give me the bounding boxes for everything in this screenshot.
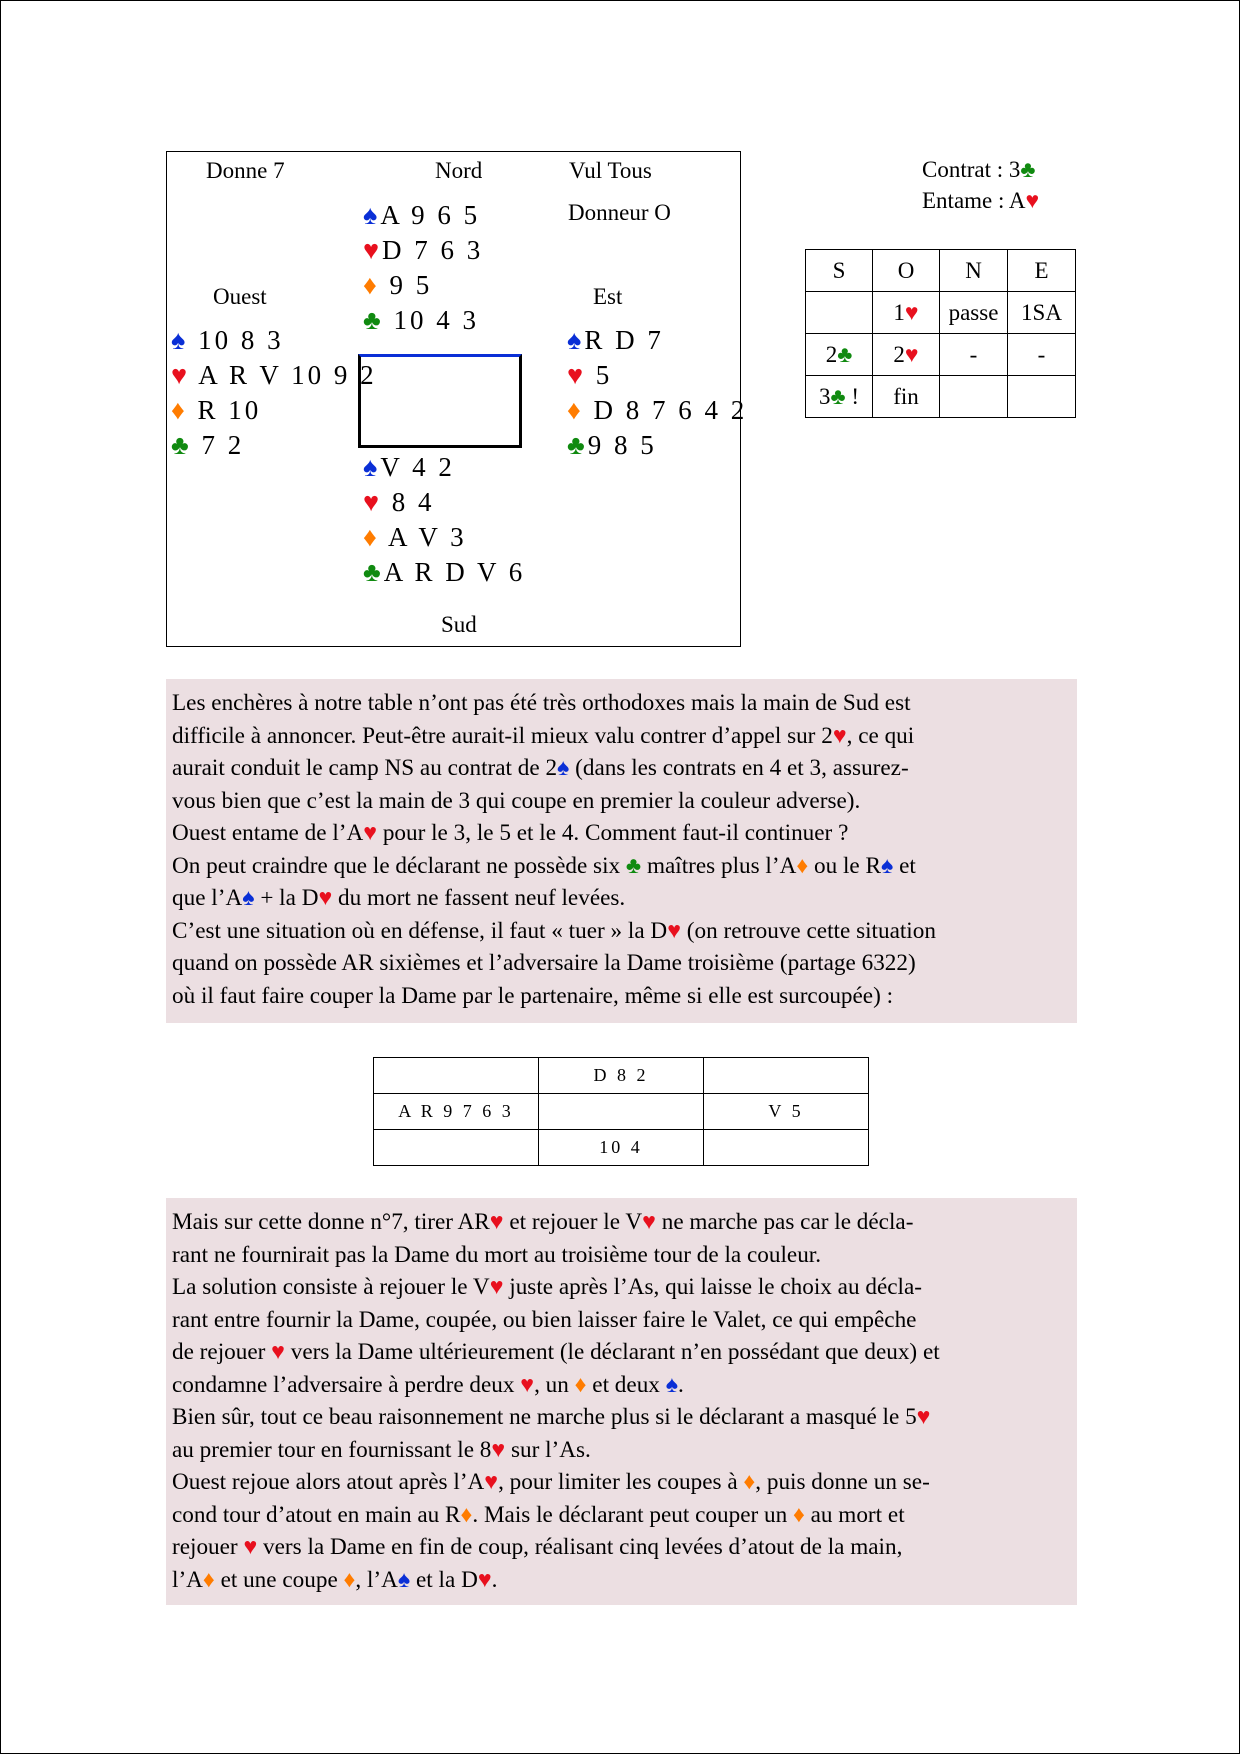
- bid-cell: [806, 292, 873, 334]
- spade-icon: ♠: [363, 452, 381, 482]
- diamond-icon: ♦: [202, 1566, 215, 1593]
- east-spades: ♠R D 7: [567, 325, 664, 355]
- bidding-header: S: [806, 250, 873, 292]
- heart-icon: ♥: [363, 487, 383, 517]
- south-spades: ♠V 4 2: [363, 452, 455, 482]
- south-hearts: ♥ 8 4: [363, 487, 435, 517]
- north-diamonds: ♦ 9 5: [363, 270, 433, 300]
- bidding-row: [806, 292, 1076, 334]
- east-hearts: ♥ 5: [567, 360, 613, 390]
- club-icon: ♣: [830, 383, 846, 409]
- north-spades: ♠A 9 6 5: [363, 200, 481, 230]
- club-icon: ♣: [171, 430, 192, 460]
- opening-lead: Entame : A♥: [922, 188, 1040, 213]
- west-label: Ouest: [213, 284, 267, 309]
- paragraph-line: que l’A♠ + la D♥ du mort ne fassent neuf levées.: [172, 885, 626, 911]
- east-clubs: ♣9 8 5: [567, 430, 657, 460]
- heart-icon: ♥: [832, 722, 847, 749]
- paragraph-line: rejouer ♥ vers la Dame en fin de coup, réalisant cinq levées d’atout de la main,: [172, 1534, 903, 1560]
- bidding-row: [806, 334, 1076, 376]
- bidding-header: O: [873, 250, 940, 292]
- north-clubs: ♣ 10 4 3: [363, 305, 479, 335]
- bid-cell: 2♣: [806, 334, 873, 376]
- dist-south: 10 4: [539, 1130, 704, 1166]
- paragraph-line: au premier tour en fournissant le 8♥ sur l’As.: [172, 1436, 591, 1463]
- heart-icon: ♥: [667, 917, 681, 944]
- south-diamonds: ♦ A V 3: [363, 522, 467, 552]
- bid-cell: 1SA: [1008, 292, 1076, 334]
- heart-icon: ♥: [1025, 188, 1040, 213]
- diamond-icon: ♦: [363, 270, 380, 300]
- bidding-table: [805, 249, 1076, 418]
- heart-icon: ♥: [567, 360, 587, 390]
- distribution-table: [373, 1057, 869, 1166]
- diamond-icon: ♦: [460, 1501, 473, 1528]
- diamond-icon: ♦: [743, 1469, 756, 1495]
- west-hearts: ♥ A R V 10 9 2: [171, 360, 377, 390]
- dist-cell: [374, 1058, 539, 1094]
- paragraph-line: Ouest entame de l’A♥ pour le 3, le 5 et le 4. Comment faut-il continuer ?: [172, 820, 849, 846]
- east-label: Est: [593, 284, 623, 309]
- heart-icon: ♥: [642, 1209, 656, 1235]
- bid-cell: fin: [873, 376, 940, 418]
- dist-west: A R 9 7 6 3: [374, 1094, 539, 1130]
- dist-north: D 8 2: [539, 1058, 704, 1094]
- club-icon: ♣: [837, 341, 853, 367]
- heart-icon: ♥: [489, 1209, 504, 1235]
- paragraph-line: rant ne fournirait pas la Dame du mort au troisième tour de la couleur.: [172, 1241, 822, 1268]
- spade-icon: ♠: [171, 325, 189, 355]
- paragraph-line: Les enchères à notre table n’ont pas été très orthodoxes mais la main de Sud est: [172, 690, 911, 716]
- diamond-icon: ♦: [567, 395, 584, 425]
- club-icon: ♣: [567, 430, 588, 460]
- bid-cell: 2♥: [873, 334, 940, 376]
- deal-diagram: [166, 151, 748, 647]
- paragraph-line: de rejouer ♥ vers la Dame ultérieurement (le déclarant n’en possédant que deux) et: [172, 1339, 940, 1365]
- east-diamonds: ♦ D 8 7 6 4 2: [567, 395, 748, 425]
- heart-icon: ♥: [363, 820, 378, 846]
- paragraph-line: Ouest rejoue alors atout après l’A♥, pour limiter les coupes à ♦, puis donne un se-: [172, 1469, 930, 1495]
- paragraph-line: rant entre fournir la Dame, coupée, ou bien laisser faire le Valet, ce qui empêche: [172, 1306, 917, 1333]
- bid-cell: 3♣ !: [806, 376, 873, 418]
- paragraph-line: condamne l’adversaire à perdre deux ♥, un ♦ et deux ♠.: [172, 1371, 684, 1398]
- paragraph-line: quand on possède AR sixièmes et l’adversaire la Dame troisième (partage 6322): [172, 950, 916, 976]
- diamond-icon: ♦: [343, 1566, 356, 1593]
- south-label: Sud: [441, 612, 477, 637]
- paragraph-line: vous bien que c’est la main de 3 qui coupe en premier la couleur adverse).: [172, 787, 861, 814]
- paragraph-line: l’A♦ et une coupe ♦, l’A♠ et la D♥.: [172, 1566, 498, 1593]
- bidding-header: E: [1008, 250, 1076, 292]
- heart-icon: ♥: [477, 1566, 492, 1593]
- spade-icon: ♠: [567, 325, 585, 355]
- spade-icon: ♠: [363, 200, 381, 230]
- north-hearts: ♥D 7 6 3: [363, 235, 484, 265]
- bid-cell: [1008, 376, 1076, 418]
- bidding-header: N: [940, 250, 1008, 292]
- bid-cell: passe: [940, 292, 1008, 334]
- club-icon: ♣: [625, 852, 642, 879]
- bidding-header-row: [806, 250, 1076, 292]
- heart-icon: ♥: [171, 360, 191, 390]
- heart-icon: ♥: [904, 299, 919, 325]
- paragraph-line: Bien sûr, tout ce beau raisonnement ne marche plus si le déclarant a masqué le 5♥: [172, 1404, 931, 1430]
- heart-icon: ♥: [271, 1339, 285, 1365]
- bid-cell: 1♥: [873, 292, 940, 334]
- north-label: Nord: [435, 158, 483, 183]
- diamond-icon: ♦: [363, 522, 380, 552]
- heart-icon: ♥: [243, 1534, 258, 1560]
- commentary-block-1: [166, 679, 1077, 1023]
- contract: Contrat : 3♣: [922, 157, 1036, 182]
- bid-cell: [940, 376, 1008, 418]
- diamond-icon: ♦: [574, 1371, 587, 1398]
- paragraph-line: C’est une situation où en défense, il faut « tuer » la D♥ (on retrouve cette situation: [172, 917, 936, 944]
- club-icon: ♣: [363, 305, 384, 335]
- club-icon: ♣: [1020, 157, 1036, 182]
- paragraph-line: aurait conduit le camp NS au contrat de 2♠ (dans les contrats en 4 et 3, assurez-: [172, 755, 909, 781]
- spade-icon: ♠: [557, 755, 570, 781]
- dist-cell: [704, 1058, 869, 1094]
- spade-icon: ♠: [242, 885, 255, 911]
- spade-icon: ♠: [880, 852, 894, 879]
- card-table: [358, 354, 522, 448]
- west-clubs: ♣ 7 2: [171, 430, 245, 460]
- heart-icon: ♥: [916, 1404, 931, 1430]
- club-icon: ♣: [363, 557, 384, 587]
- dist-east: V 5: [704, 1094, 869, 1130]
- bidding-row: [806, 376, 1076, 418]
- paragraph-line: Mais sur cette donne n°7, tirer AR♥ et rejouer le V♥ ne marche pas car le décla-: [172, 1209, 914, 1235]
- dist-cell: [704, 1130, 869, 1166]
- south-clubs: ♣A R D V 6: [363, 557, 526, 587]
- dist-cell: [374, 1130, 539, 1166]
- paragraph-line: La solution consiste à rejouer le V♥ juste après l’As, qui laisse le choix au décla-: [172, 1274, 922, 1300]
- bid-cell: -: [1008, 334, 1076, 376]
- dealer: Donneur O: [568, 200, 671, 225]
- heart-icon: ♥: [904, 341, 919, 367]
- commentary-block-2: [166, 1198, 1077, 1605]
- spade-icon: ♠: [397, 1566, 411, 1593]
- paragraph-line: difficile à annoncer. Peut-être aurait-il mieux valu contrer d’appel sur 2♥, ce qui: [172, 722, 915, 749]
- heart-icon: ♥: [489, 1274, 504, 1300]
- paragraph-line: où il faut faire couper la Dame par le partenaire, même si elle est surcoupée) :: [172, 982, 894, 1009]
- paragraph-line: On peut craindre que le déclarant ne possède six ♣ maîtres plus l’A♦ ou le R♠ et: [172, 852, 916, 879]
- paragraph-line: cond tour d’atout en main au R♦. Mais le déclarant peut couper un ♦ au mort et: [172, 1501, 905, 1528]
- diamond-icon: ♦: [796, 852, 809, 879]
- diamond-icon: ♦: [792, 1501, 805, 1528]
- diamond-icon: ♦: [171, 395, 188, 425]
- heart-icon: ♥: [318, 885, 333, 911]
- spade-icon: ♠: [665, 1371, 679, 1398]
- heart-icon: ♥: [520, 1371, 535, 1398]
- heart-icon: ♥: [363, 235, 383, 265]
- dist-cell: [539, 1094, 704, 1130]
- vulnerability: Vul Tous: [569, 158, 652, 183]
- deal-number: Donne 7: [206, 158, 285, 183]
- west-spades: ♠ 10 8 3: [171, 325, 284, 355]
- west-diamonds: ♦ R 10: [171, 395, 262, 425]
- heart-icon: ♥: [491, 1436, 506, 1463]
- heart-icon: ♥: [484, 1469, 499, 1495]
- bid-cell: -: [940, 334, 1008, 376]
